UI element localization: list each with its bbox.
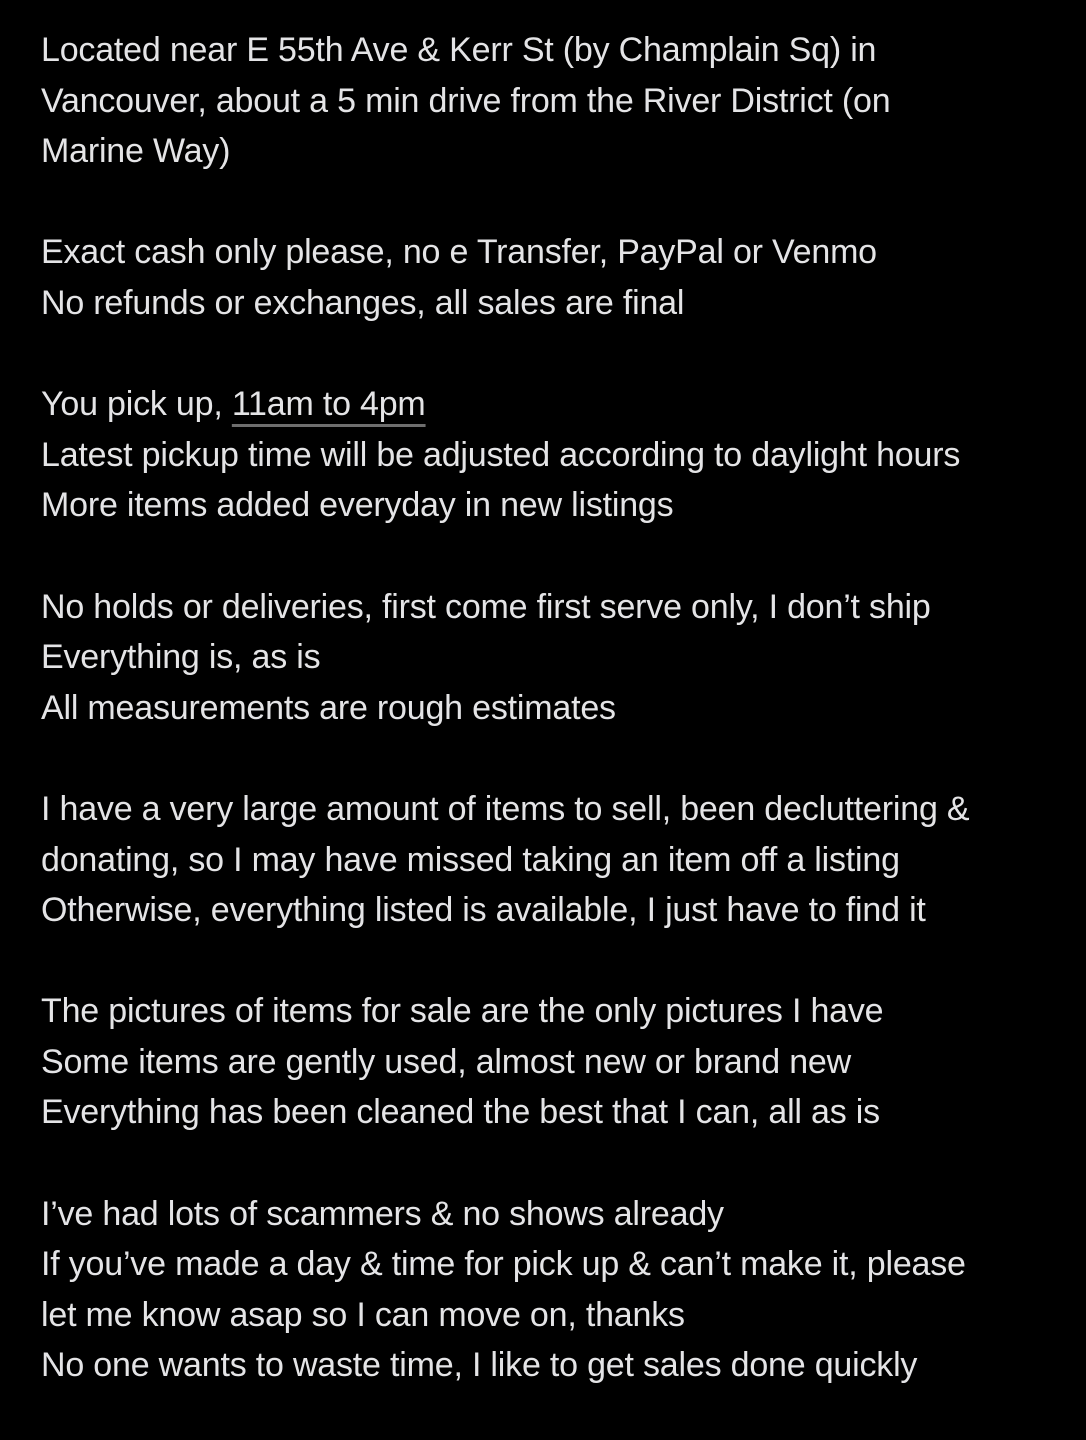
paragraph-location [41, 25, 1056, 177]
text-line: No refunds or exchanges, all sales are final [41, 283, 685, 322]
text-line: Latest pickup time will be adjusted according to daylight hours [41, 435, 961, 474]
text-line: Everything has been cleaned the best that I can, all as is [41, 1093, 880, 1132]
paragraph-no-holds [41, 582, 1056, 734]
text-line: No holds or deliveries, first come first serve only, I don’t ship [41, 587, 931, 626]
pickup-hours-link[interactable]: 11am to 4pm [231, 385, 426, 424]
text-line: I’ve had lots of scammers & no shows already [41, 1194, 724, 1233]
paragraph-payment [41, 227, 1056, 328]
text-line: Everything is, as is [41, 638, 321, 677]
paragraph-condition [41, 986, 1056, 1138]
text-line: The pictures of items for sale are the only pictures I have [41, 992, 884, 1031]
paragraph-decluttering [41, 784, 1056, 936]
paragraph-pickup [41, 379, 1056, 531]
paragraph-scammers [41, 1189, 1056, 1391]
text-line: More items added everyday in new listings [41, 486, 674, 525]
text-line: Marine Way) [41, 132, 231, 171]
text-line: I have a very large amount of items to sell, been decluttering & [41, 789, 970, 828]
text-line: If you’ve made a day & time for pick up & can’t make it, please [41, 1245, 966, 1284]
text-line: Exact cash only please, no e Transfer, PayPal or Venmo [41, 233, 877, 272]
text-line: Vancouver, about a 5 min drive from the River District (on [41, 81, 891, 120]
text-line: Located near E 55th Ave & Kerr St (by Champlain Sq) in [41, 31, 877, 69]
pickup-line [41, 379, 1056, 430]
text-line: All measurements are rough estimates [41, 688, 616, 727]
text-line: let me know asap so I can move on, thanks [41, 1295, 685, 1334]
pickup-prefix: You pick up, [41, 385, 232, 424]
text-line: Otherwise, everything listed is available, I just have to find it [41, 891, 926, 930]
text-line: donating, so I may have missed taking an item off a listing [41, 840, 900, 879]
text-line: No one wants to waste time, I like to get sales done quickly [41, 1346, 918, 1385]
text-line: Some items are gently used, almost new or brand new [41, 1042, 851, 1081]
